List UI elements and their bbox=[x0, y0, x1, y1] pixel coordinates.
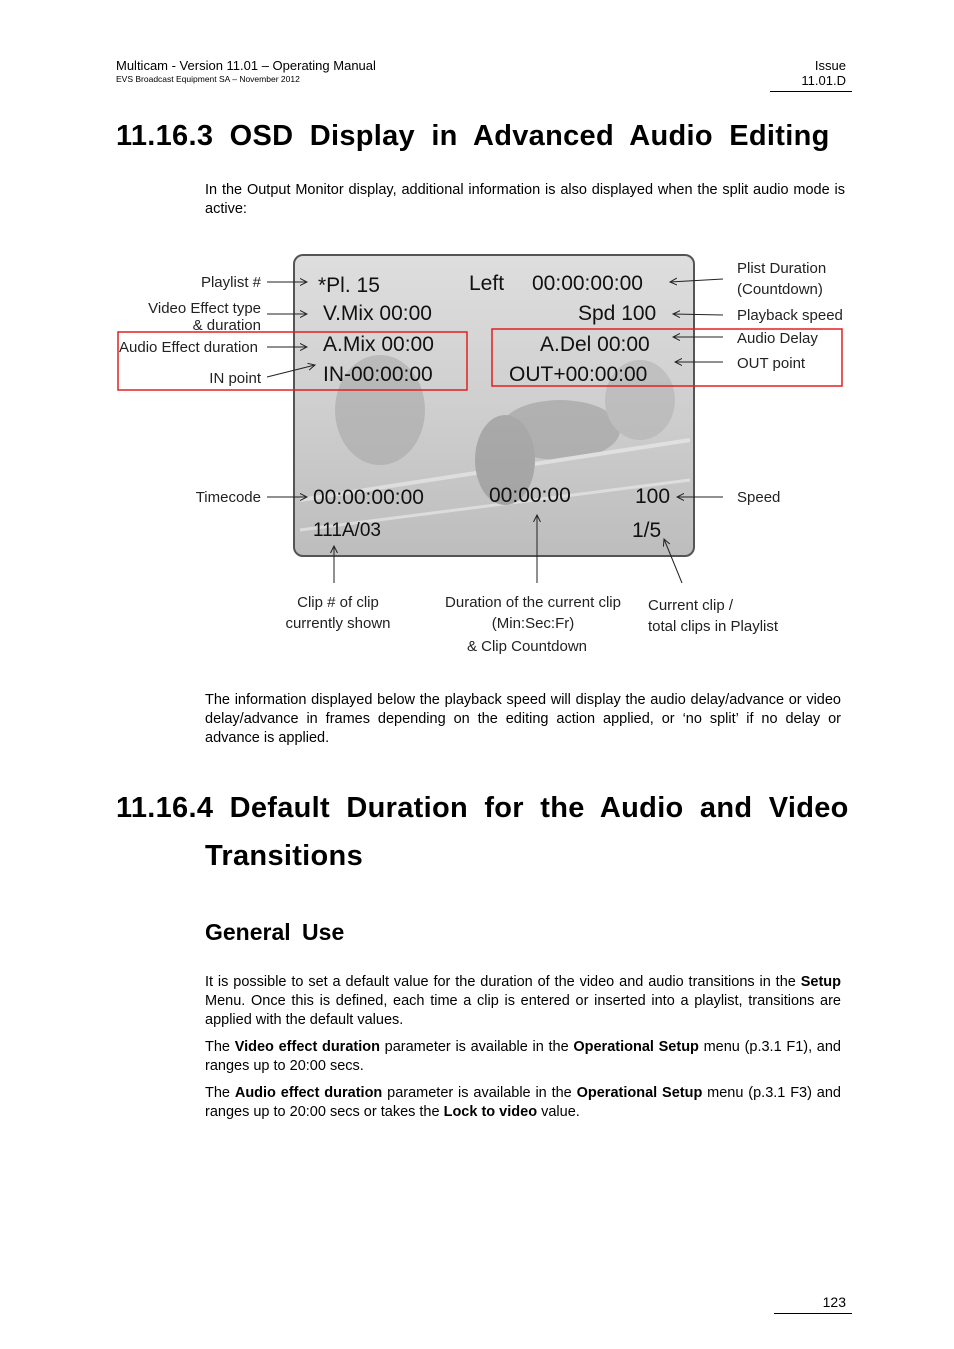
subheading-general-use: General Use bbox=[205, 919, 345, 945]
osd-timecode: 00:00:00:00 bbox=[313, 486, 424, 509]
callout-playback-speed: Playback speed bbox=[737, 307, 843, 324]
osd-adel: A.Del 00:00 bbox=[540, 333, 650, 356]
term-video-effect-duration: Video effect duration bbox=[234, 1039, 380, 1055]
callout-clip-duration-1: Duration of the current clip bbox=[445, 594, 621, 611]
term-operational-setup: Operational Setup bbox=[573, 1039, 699, 1055]
callout-audio-delay: Audio Delay bbox=[737, 330, 818, 347]
term-lock-to-video: Lock to video bbox=[443, 1104, 538, 1120]
callout-timecode: Timecode bbox=[195, 489, 261, 506]
callout-out-point: OUT point bbox=[737, 355, 806, 372]
callout-in-point: IN point bbox=[209, 370, 261, 387]
callout-current-clip-1: Current clip / bbox=[648, 597, 734, 614]
callout-audio-effect: Audio Effect duration bbox=[119, 339, 258, 356]
paragraph-video-effect: The Video effect duration parameter is available in the Operational Setup menu (p.3.1 F1), and ranges up to 20:00 secs. bbox=[205, 1039, 841, 1074]
callout-video-effect-1: Video Effect type bbox=[148, 300, 261, 317]
paragraph-audio-effect: The Audio effect duration parameter is available in the Operational Setup menu (p.3.1 F3) and ranges up to 20:00 secs or takes the Lock to video value. bbox=[205, 1085, 841, 1120]
manual-title: Multicam - Version 11.01 – Operating Manual bbox=[116, 58, 376, 73]
section-heading-default-duration-line2: Transitions bbox=[205, 840, 363, 872]
osd-clip-number: 111A/03 bbox=[313, 520, 381, 541]
term-setup: Setup bbox=[800, 974, 841, 990]
audio-delay-paragraph: The information displayed below the playback speed will display the audio delay/advance or video delay/advance in frames depending on the editing action applied, or ‘no split’ if no delay or advance is applied. bbox=[205, 692, 841, 746]
section-heading-osd: 11.16.3 OSD Display in Advanced Audio Editing bbox=[116, 120, 830, 152]
company-line: EVS Broadcast Equipment SA – November 2012 bbox=[116, 74, 300, 84]
osd-vmix: V.Mix 00:00 bbox=[323, 302, 432, 325]
osd-left-time: 00:00:00:00 bbox=[532, 272, 643, 295]
osd-in-point: IN-00:00:00 bbox=[323, 363, 433, 386]
term-audio-effect-duration: Audio effect duration bbox=[234, 1085, 383, 1101]
osd-playlist: *Pl. 15 bbox=[318, 274, 380, 297]
osd-out-point: OUT+00:00:00 bbox=[509, 363, 648, 386]
issue-number: 11.01.D bbox=[801, 73, 846, 88]
term-operational-setup: Operational Setup bbox=[576, 1085, 703, 1101]
osd-spd: Spd 100 bbox=[578, 302, 657, 325]
callout-clip-shown-2: currently shown bbox=[285, 615, 391, 632]
paragraph-setup-menu: It is possible to set a default value for the duration of the video and audio transitions in the Setup Menu. Once this is defined, each time a clip is entered or inserted into a playlist, transitions are applied with the default values. bbox=[205, 974, 841, 1028]
osd-clip-count: 1/5 bbox=[632, 519, 662, 542]
section-heading-default-duration: 11.16.4 Default Duration for the Audio and Video bbox=[116, 792, 849, 824]
callout-speed: Speed bbox=[737, 489, 781, 506]
running-header bbox=[116, 58, 376, 85]
callout-plist-duration-1: Plist Duration bbox=[737, 260, 827, 277]
callout-current-clip-2: total clips in Playlist bbox=[648, 618, 779, 635]
osd-speed: 100 bbox=[635, 485, 671, 508]
osd-diagram bbox=[0, 240, 954, 670]
issue-label: Issue bbox=[814, 58, 846, 73]
callout-clip-duration-2: (Min:Sec:Fr) bbox=[491, 615, 575, 632]
page-number: 123 bbox=[822, 1294, 846, 1310]
callout-video-effect-2: & duration bbox=[192, 317, 261, 334]
osd-figure bbox=[0, 240, 954, 675]
callout-clip-duration-3: & Clip Countdown bbox=[466, 638, 588, 655]
footer-rule bbox=[774, 1313, 852, 1314]
callout-plist-duration-2: (Countdown) bbox=[737, 281, 823, 298]
osd-left-label: Left bbox=[469, 272, 505, 295]
callout-clip-shown-1: Clip # of clip bbox=[297, 594, 379, 611]
header-rule bbox=[770, 91, 852, 92]
osd-amix: A.Mix 00:00 bbox=[323, 333, 434, 356]
callout-playlist: Playlist # bbox=[200, 274, 261, 291]
intro-paragraph: In the Output Monitor display, additional information is also displayed when the split audio mode is active: bbox=[205, 182, 845, 217]
osd-clip-duration: 00:00:00 bbox=[489, 484, 571, 507]
issue-block bbox=[801, 58, 846, 88]
